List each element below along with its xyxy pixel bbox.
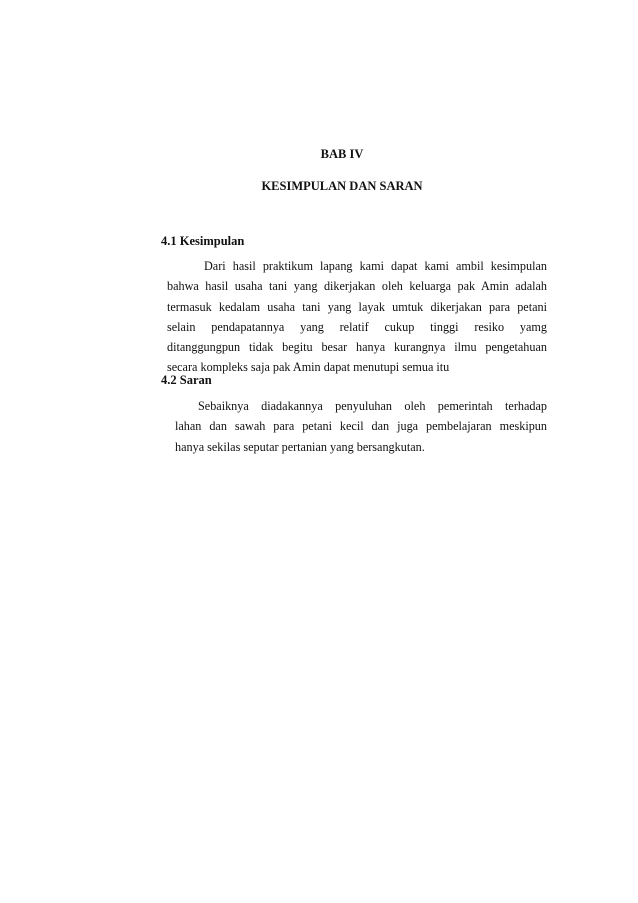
paragraph-line: secara kompleks saja pak Amin dapat menutupi semua itu (167, 360, 450, 375)
paragraph-line: hanya sekilas seputar pertanian yang bersangkutan. (175, 439, 425, 454)
section-paragraph-saran (175, 396, 547, 457)
section-paragraph-kesimpulan (167, 256, 547, 378)
paragraph-line: termasuk kedalam usaha tani yang layak umtuk dikerjakan para petani (167, 299, 547, 314)
paragraph-line: selain pendapatannya yang relatif cukup tinggi resiko yamg (167, 319, 547, 334)
paragraph-line: lahan dan sawah para petani kecil dan juga pembelajaran meskipun (175, 419, 547, 434)
chapter-title: KESIMPULAN DAN SARAN (261, 179, 423, 193)
section-heading-kesimpulan: 4.1 Kesimpulan (161, 234, 245, 248)
paragraph-line: Dari hasil praktikum lapang kami dapat kami ambil kesimpulan (204, 259, 547, 273)
paragraph-line: bahwa hasil usaha tani yang dikerjakan oleh keluarga pak Amin adalah (167, 279, 547, 294)
paragraph-line: ditanggungpun tidak begitu besar hanya kurangnya ilmu pengetahuan (167, 340, 547, 355)
section-heading-saran: 4.2 Saran (161, 373, 212, 387)
paragraph-line: Sebaiknya diadakannya penyuluhan oleh pemerintah terhadap (198, 399, 547, 413)
chapter-number: BAB IV (320, 147, 364, 161)
